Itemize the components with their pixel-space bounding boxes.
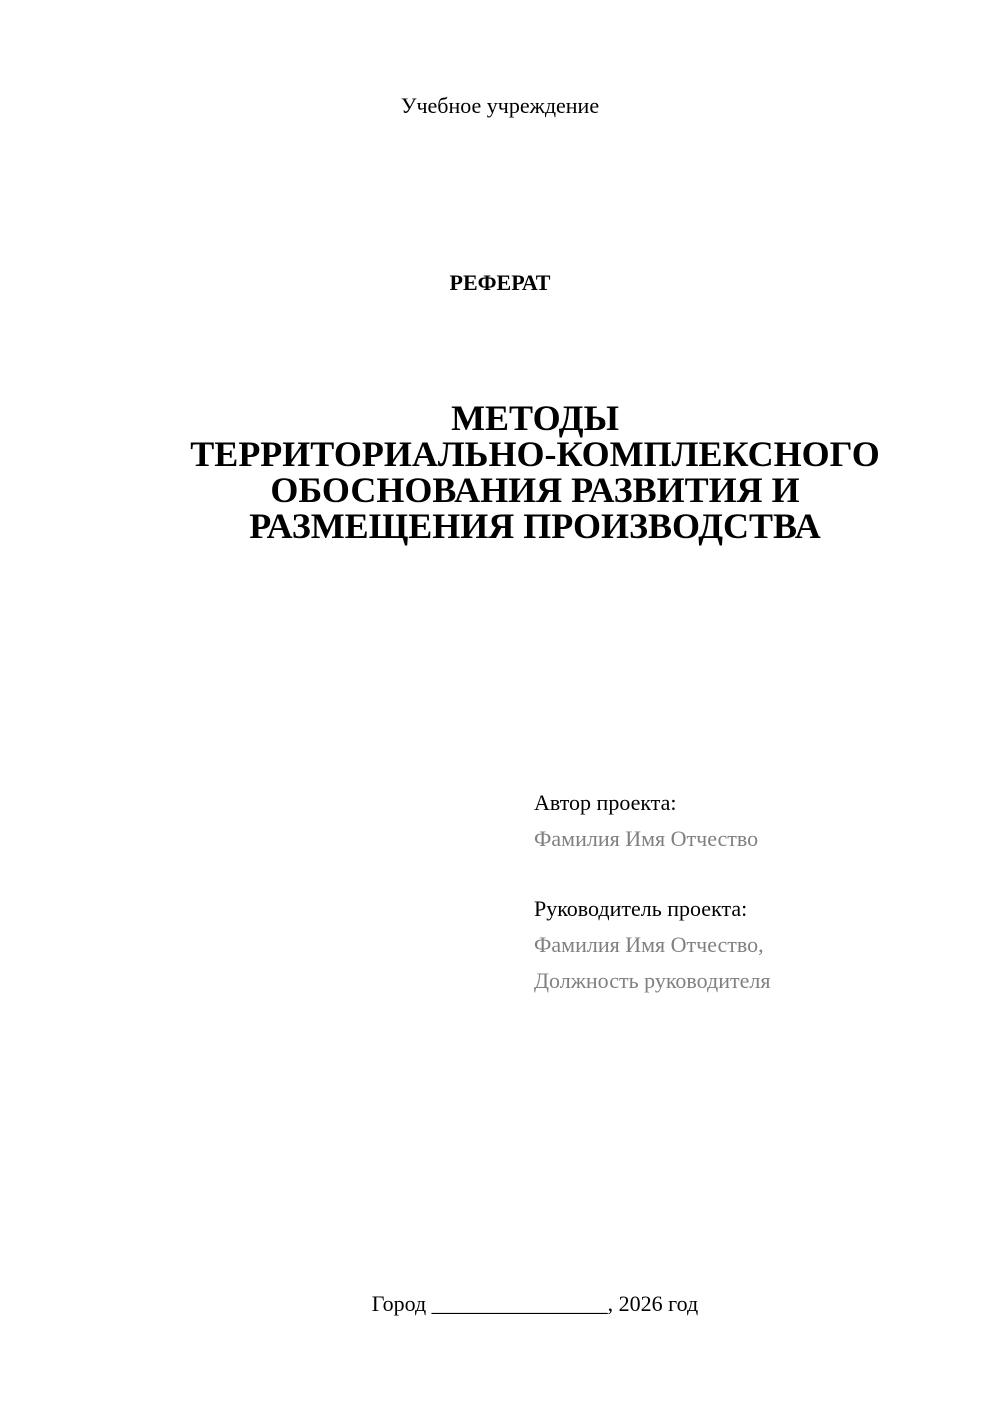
- author-name: Фамилия Имя Отчество: [534, 826, 759, 851]
- supervisor-position: Должность руководителя: [534, 968, 771, 993]
- document-title: [110, 400, 960, 544]
- author-label: Автор проекта:: [534, 790, 677, 815]
- supervisor-label: Руководитель проекта:: [534, 896, 748, 921]
- title-line-2: ТЕРРИТОРИАЛЬНО-КОМПЛЕКСНОГО: [190, 434, 880, 474]
- title-line-3: ОБОСНОВАНИЯ РАЗВИТИЯ И: [270, 470, 800, 510]
- document-type: РЕФЕРАТ: [449, 270, 551, 295]
- title-line-1: МЕТОДЫ: [451, 398, 619, 438]
- supervisor-name: Фамилия Имя Отчество,: [534, 932, 764, 957]
- supervisor-block: [534, 891, 974, 999]
- title-line-4: РАЗМЕЩЕНИЯ ПРОИЗВОДСТВА: [249, 506, 821, 546]
- institution-name: Учебное учреждение: [400, 93, 600, 118]
- city-year-footer: Город ________________, 2026 год: [371, 1291, 699, 1316]
- author-block: [534, 785, 974, 857]
